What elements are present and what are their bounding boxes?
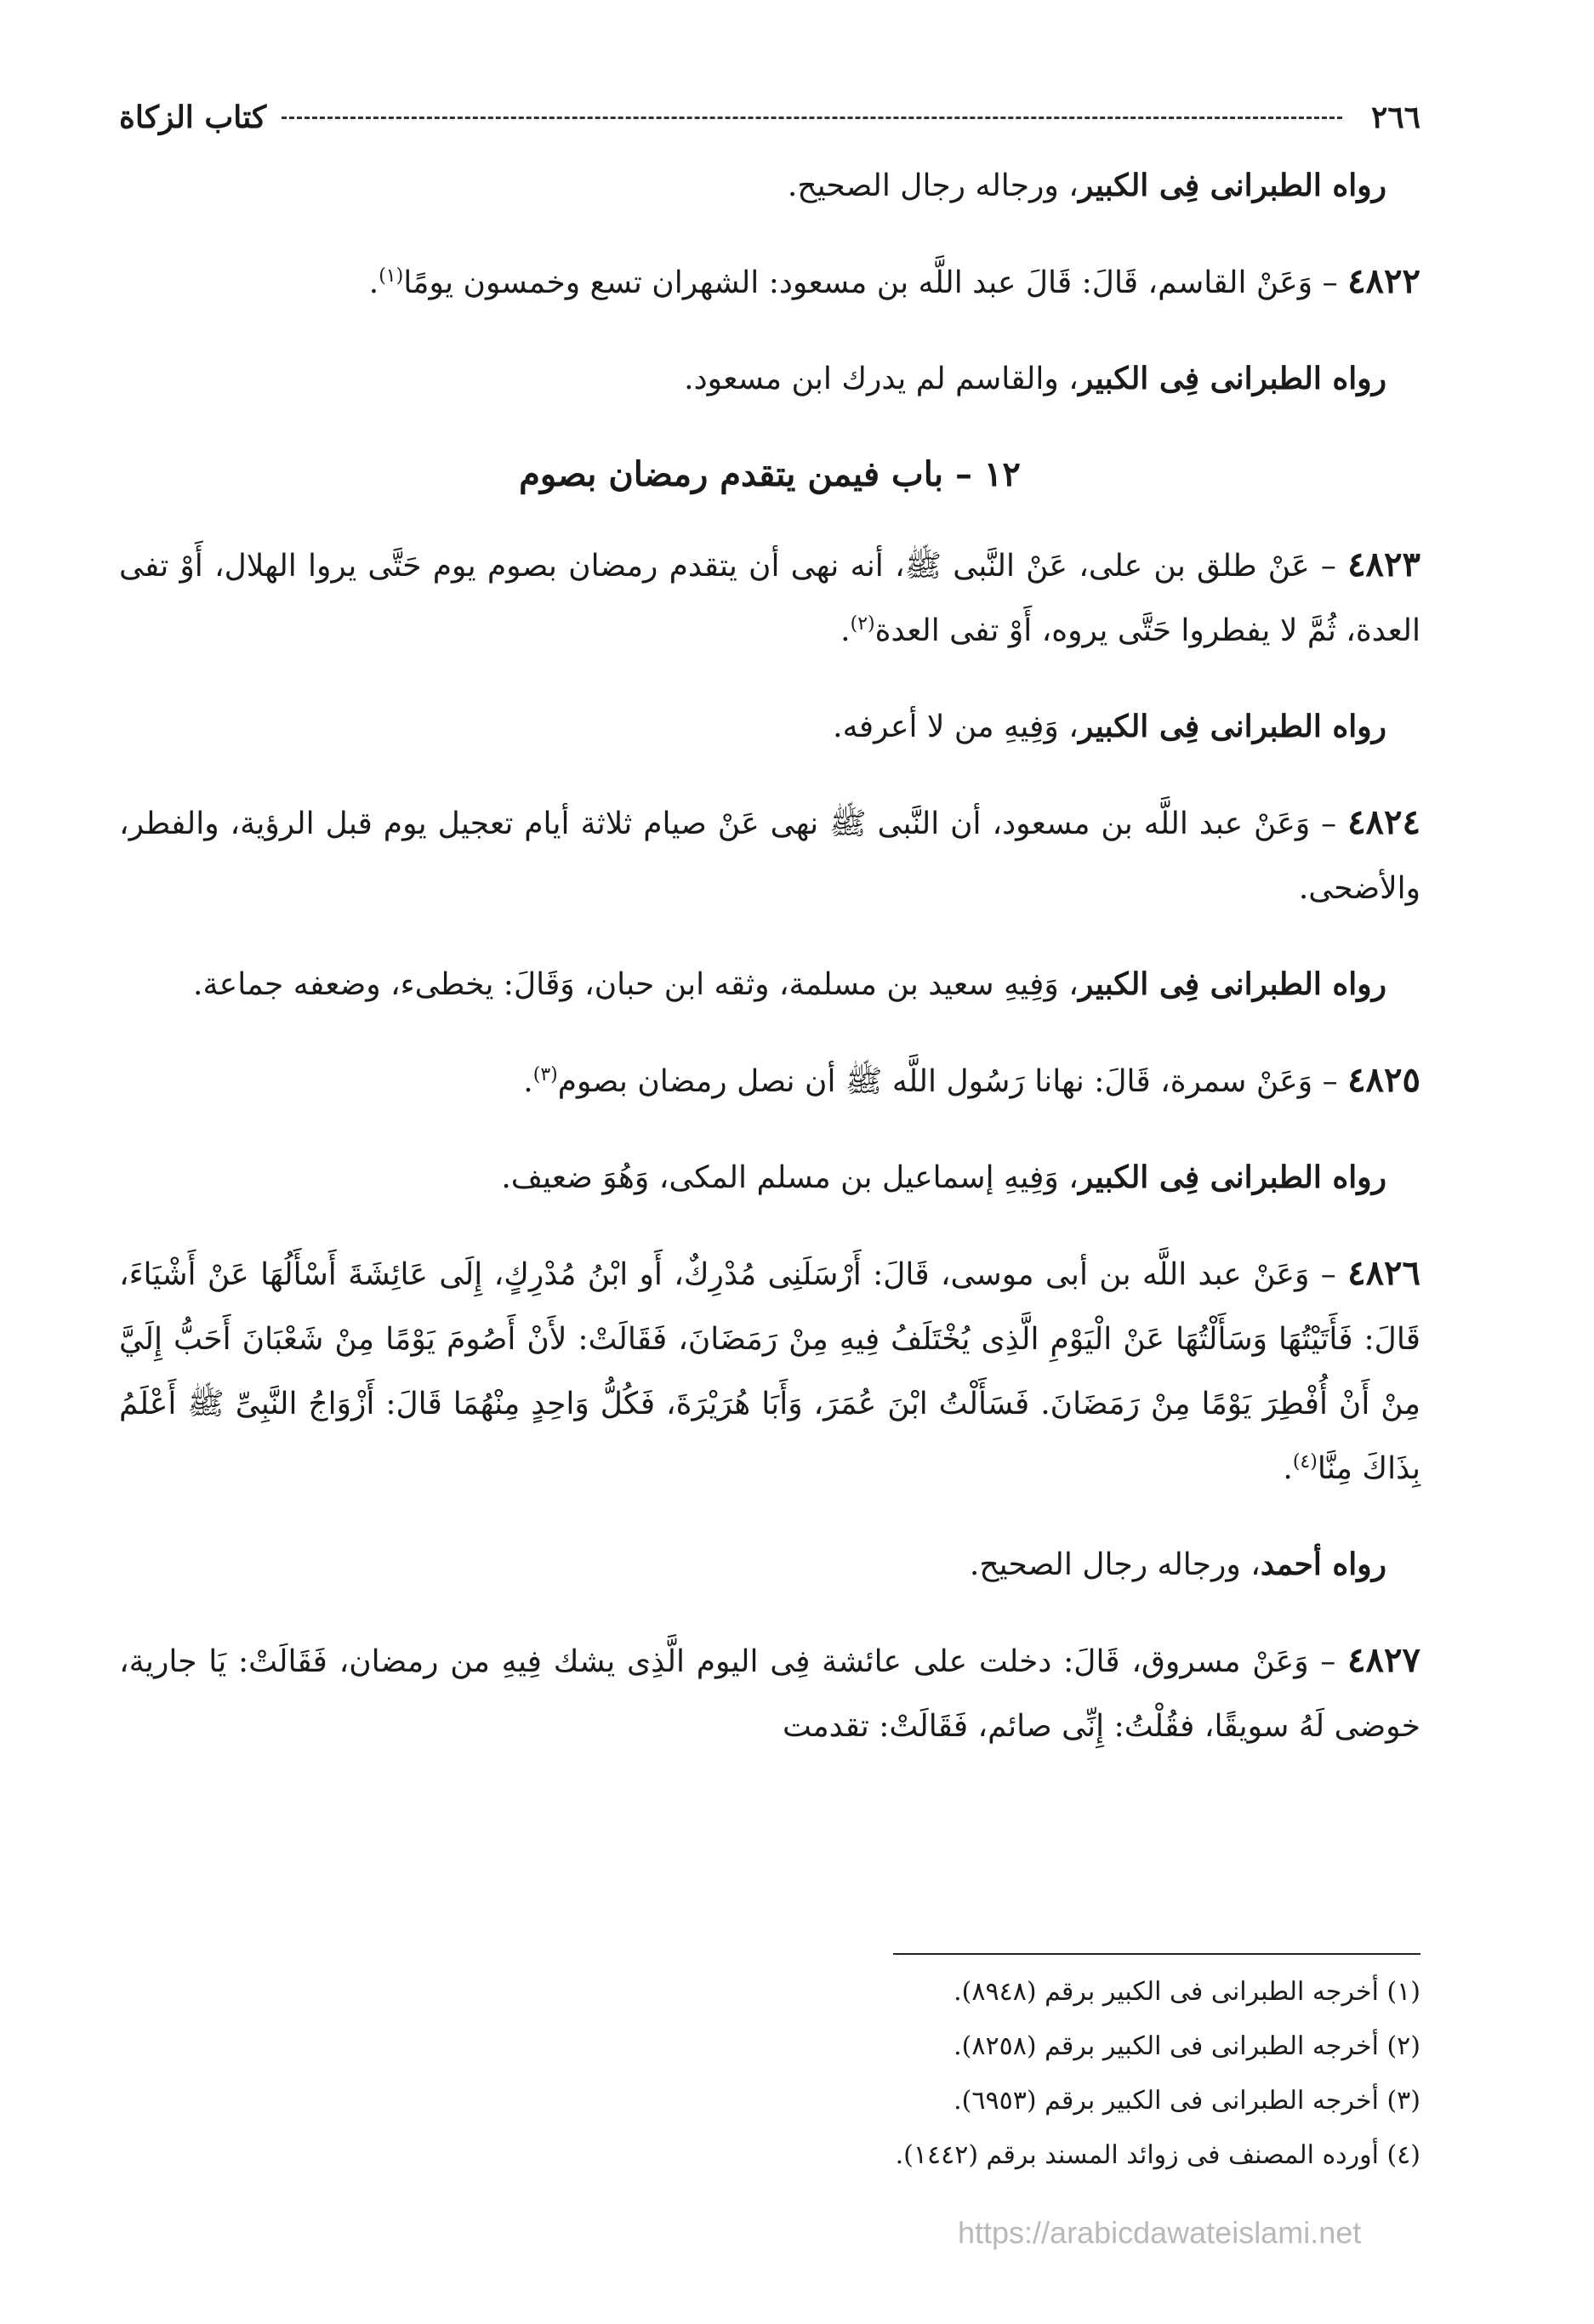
footnote-marker: (٢) xyxy=(850,613,875,635)
hadith-paragraph xyxy=(119,1241,1420,1501)
source-text: ، ورجاله رجال الصحيح. xyxy=(969,1547,1261,1582)
source-text: ، وَفِيهِ من لا أعرفه. xyxy=(833,709,1079,744)
footnote-marker: (١) xyxy=(379,265,404,287)
source-note xyxy=(119,1532,1420,1598)
hadith-paragraph xyxy=(119,1628,1420,1759)
source-text: ، والقاسم لم يدرك ابن مسعود. xyxy=(684,362,1079,396)
hadith-text: – وَعَنْ عبد اللَّه بن أبى موسى، قَالَ: أَرْسَلَنِى مُدْرِكٌ، أَو ابْنُ مُدْرِكٍ، إِلَى عَائِشَةَ أَسْأَلُهَا عَنْ أَشْيَاءَ، قَالَ: فَأَتَيْتُهَا وَسَأَلْتُهَا عَنْ الْيَوْمِ الَّذِى يُخْتَلَفُ فِيهِ مِنْ رَمَضَانَ، فَقَالَتْ: لأَنْ أَصُومَ يَوْمًا مِنْ شَعْبَانَ أَحَبُّ إِلَيَّ مِنْ أَنْ أُفْطِرَ يَوْمًا مِنْ رَمَضَانَ. فَسَأَلْتُ ابْنَ عُمَرَ، وَأَبَا هُرَيْرَةَ، فَكُلُّ وَاحِدٍ مِنْهُمَا قَالَ: أَزْوَاجُ النَّبِىِّ ﷺ أَعْلَمُ بِذَاكَ مِنَّا xyxy=(119,1257,1420,1486)
footnote-marker: (٤) xyxy=(1292,1451,1318,1472)
hadith-text: – وَعَنْ سمرة، قَالَ: نهانا رَسُول اللَّه ﷺ أن نصل رمضان بصوم xyxy=(557,1064,1338,1099)
footnote: (١) أخرجه الطبرانى فى الكبير برقم (٨٩٤٨). xyxy=(954,1977,1420,2007)
footnote: (٢) أخرجه الطبرانى فى الكبير برقم (٨٢٥٨). xyxy=(954,2031,1420,2061)
source-lead: رواه الطبرانى فِى الكبير xyxy=(1078,709,1386,744)
hadith-end: . xyxy=(523,1064,533,1099)
source-text: ، ورجاله رجال الصحيح. xyxy=(787,168,1079,203)
source-note xyxy=(119,346,1420,412)
source-lead: رواه الطبرانى فِى الكبير xyxy=(1078,1159,1386,1195)
footnote: (٣) أخرجه الطبرانى فى الكبير برقم (٦٩٥٣). xyxy=(954,2086,1420,2116)
footnote: (٤) أورده المصنف فى زوائد المسند برقم (١٤٤٢). xyxy=(895,2140,1420,2170)
source-lead: رواه الطبرانى فِى الكبير xyxy=(1078,966,1386,1002)
source-text: ، وَفِيهِ سعيد بن مسلمة، وثقه ابن حبان، وَقَالَ: يخطىء، وضعفه جماعة. xyxy=(193,967,1079,1002)
source-note xyxy=(119,952,1420,1017)
source-lead: رواه أحمد xyxy=(1260,1546,1386,1582)
hadith-paragraph xyxy=(119,1048,1420,1114)
chapter-heading: ١٢ – باب فيمن يتقدم رمضان بصوم xyxy=(519,454,1021,494)
header-dashed-rule xyxy=(282,117,1342,119)
book-title: كتاب الزكاة xyxy=(119,100,267,135)
hadith-number: ٤٨٢٢ xyxy=(1347,261,1420,301)
hadith-end: . xyxy=(840,613,851,648)
source-watermark: https://arabicdawateislami.net xyxy=(958,2215,1362,2250)
footnote-separator xyxy=(893,1953,1420,1955)
hadith-paragraph xyxy=(119,533,1420,664)
hadith-number: ٤٨٢٣ xyxy=(1347,544,1420,584)
hadith-number: ٤٨٢٥ xyxy=(1347,1060,1420,1100)
footnote-marker: (٣) xyxy=(532,1064,558,1085)
book-page xyxy=(119,94,1420,2271)
hadith-number: ٤٨٢٤ xyxy=(1347,802,1420,842)
hadith-paragraph xyxy=(119,249,1420,316)
source-note xyxy=(119,694,1420,760)
footnotes xyxy=(119,1965,1420,2183)
source-note xyxy=(119,1145,1420,1210)
hadith-text: – عَنْ طلق بن على، عَنْ النَّبى ﷺ، أنه نهى أن يتقدم رمضان بصوم يوم حَتَّى يروا الهلال، أَوْ تفى العدة، ثُمَّ لا يفطروا حَتَّى يروه، أَوْ تفى العدة xyxy=(119,549,1420,648)
hadith-text: – وَعَنْ عبد اللَّه بن مسعود، أن النَّبى ﷺ نهى عَنْ صيام ثلاثة أيام تعجيل يوم قبل الرؤية، والفطر، والأضحى. xyxy=(119,806,1420,906)
source-lead: رواه الطبرانى فِى الكبير xyxy=(1078,168,1386,203)
hadith-end: . xyxy=(368,265,379,300)
source-text: ، وَفِيهِ إسماعيل بن مسلم المكى، وَهُوَ ضعيف. xyxy=(501,1160,1079,1195)
hadith-text: – وَعَنْ مسروق، قَالَ: دخلت على عائشة فِى اليوم الَّذِى يشك فِيهِ من رمضان، فَقَالَتْ: يَا جارية، خوضى لَهُ سويقًا، فقُلْتُ: إِنِّى صائم، فَقَالَتْ: تقدمت xyxy=(119,1644,1420,1744)
hadith-number: ٤٨٢٧ xyxy=(1347,1640,1420,1680)
hadith-paragraph xyxy=(119,790,1420,921)
hadith-text: – وَعَنْ القاسم، قَالَ: قَالَ عبد اللَّه بن مسعود: الشهران تسع وخمسون يومًا xyxy=(403,265,1338,300)
page-number: ٢٦٦ xyxy=(1370,100,1420,135)
body-text xyxy=(119,153,1420,1759)
source-lead: رواه الطبرانى فِى الكبير xyxy=(1078,361,1386,396)
source-note xyxy=(119,153,1420,219)
hadith-number: ٤٨٢٦ xyxy=(1347,1253,1421,1293)
hadith-end: . xyxy=(1283,1451,1293,1486)
running-head xyxy=(119,94,1420,141)
